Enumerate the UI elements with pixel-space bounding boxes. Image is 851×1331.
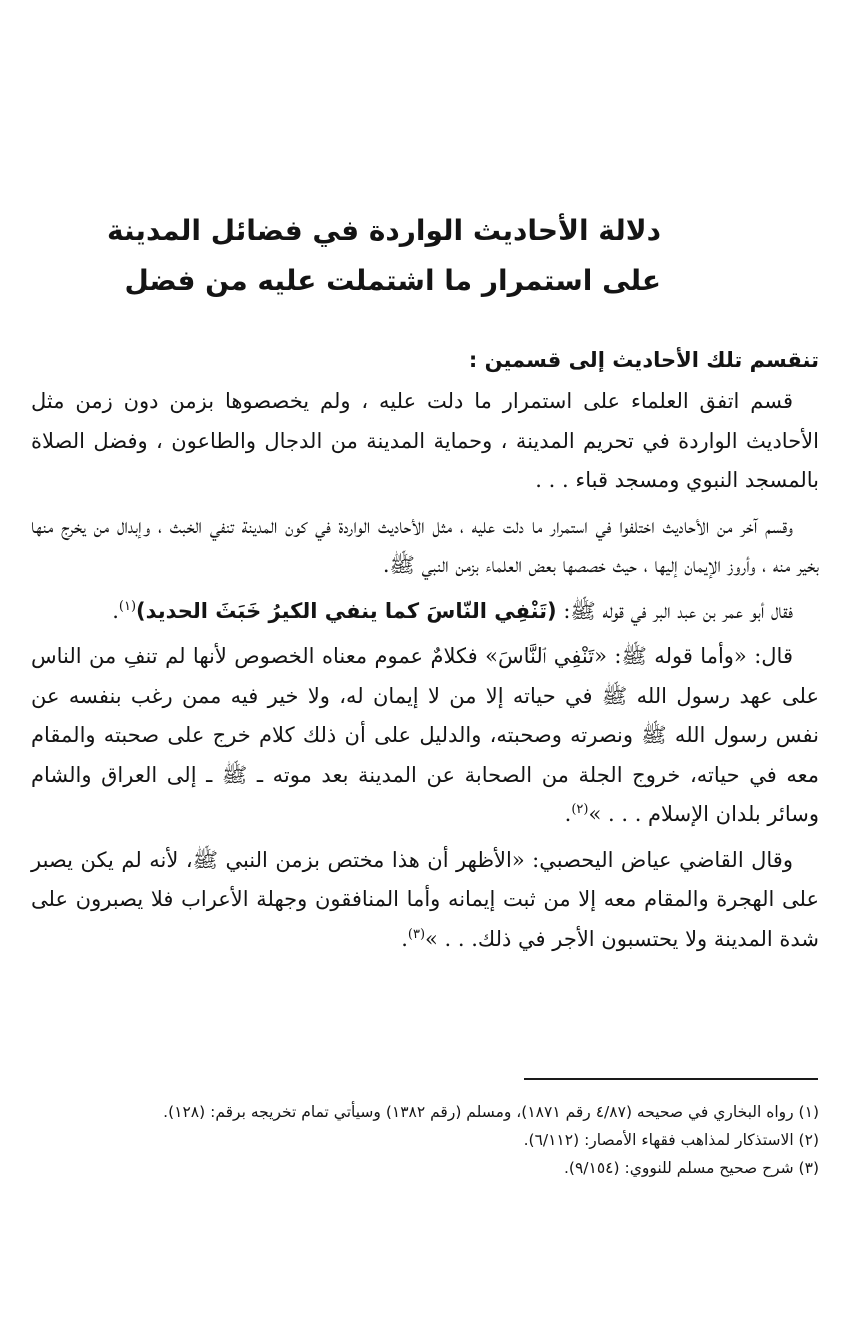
footnote-marker-3: (٣) [407, 926, 426, 942]
footnote-2: (٢) الاستذكار لمذاهب فقهاء الأمصار: (٦/١١٢). [523, 1131, 819, 1149]
hadith-quote: (تَنْفِي النّاسَ كما ينفي الكيرُ خَبَثَ الحديد) [136, 598, 557, 623]
paragraph-first-category: قسم اتفق العلماء على استمرار ما دلت عليه ، ولم يخصصوها بزمن دون زمن مثل الأحاديث الواردة في تحريم المدينة ، وحماية المدينة من الدجال والطاعون ، وفضل الصلاة بالمسجد النبوي ومسجد قباء . . . [31, 389, 819, 492]
chapter-title [107, 206, 661, 306]
footnote-separator [524, 1078, 818, 1080]
footnote-marker-1: (١) [118, 598, 137, 614]
paragraph-second-category: وقسم آخر من الأحاديث اختلفوا في استمرار ما دلت عليه ، مثل الأحاديث الواردة في كون المدينة تنفي الخبث ، وإبدال من يخرج منها بخير منه ، وأروز الإيمان إليها ، حيث خصصها بعض العلماء بزمن النبي ﷺ. [31, 513, 819, 577]
ibn-abd-al-barr-lead: فقال أبو عمر بن عبد البر في قوله ﷺ: [556, 598, 793, 623]
title-line-1: دلالة الأحاديث الواردة في فضائل المدينة [107, 214, 661, 247]
footnote-1: (١) رواه البخاري في صحيحه (٤/٨٧ رقم ١٨٧١)، ومسلم (رقم ١٣٨٢) وسيأتي تمام تخريجه برقم: (١٢٨). [163, 1103, 819, 1121]
paragraph-ibn-abd-al-barr: فقال أبو عمر بن عبد البر في قوله ﷺ: (تَنْفِي النّاسَ كما ينفي الكيرُ خَبَثَ الحديد)$^{(١)}$. [112, 598, 793, 623]
footnote-3: (٣) شرح صحيح مسلم للنووي: (٩/١٥٤). [564, 1159, 819, 1177]
title-line-2: على استمرار ما اشتملت عليه من فضل [124, 264, 661, 297]
paragraph-quote-explanation: قال: «وأما قوله ﷺ: «تَنْفِي ٱلنَّاسَ» فكلامٌ عموم معناه الخصوص لأنها لم تنفِ من الناس على عهد رسول الله ﷺ في حياته إلا من لا إيمان له، ولا خير فيه ممن رغب بنفسه عن نفس رسول الله ﷺ ونصرته وصحبته، والدليل على أن ذلك كلام خرج على صحبته والمقام معه في حياته، خروج الجلة من الصحابة عن المدينة بعد موته ـ ﷺ ـ إلى العراق والشام وسائر بلدان الإسلام . . . »$^{(٢)}$. [31, 644, 819, 826]
quote-explanation-text: قال: «وأما قوله ﷺ: «تَنْفِي ٱلنَّاسَ» فكلامٌ عموم معناه الخصوص لأنها لم تنفِ من الناس على عهد رسول الله ﷺ في حياته إلا من لا إيمان له، ولا خير فيه ممن رغب بنفسه عن نفس رسول الله ﷺ ونصرته وصحبته، والدليل على أن ذلك كلام خرج على صحبته والمقام معه في حياته، خروج الجلة من الصحابة عن المدينة بعد موته ـ ﷺ ـ إلى العراق والشام وسائر بلدان الإسلام . . . » [31, 644, 819, 826]
intro-line: تنقسم تلك الأحاديث إلى قسمين : [468, 348, 819, 372]
footnote-marker-2: (٢) [571, 802, 589, 817]
qadi-iyad-text: وقال القاضي عياض اليحصبي: «الأظهر أن هذا مختص بزمن النبي ﷺ، لأنه لم يكن يصبر على الهجرة والمقام معه إلا من ثبت إيمانه وأما المنافقون وجهلة الأعراب فلا يصبرون على شدة المدينة ولا يحتسبون الأجر في ذلك. . . » [31, 847, 819, 951]
paragraph-qadi-iyad: وقال القاضي عياض اليحصبي: «الأظهر أن هذا مختص بزمن النبي ﷺ، لأنه لم يكن يصبر على الهجرة والمقام معه إلا من ثبت إيمانه وأما المنافقون وجهلة الأعراب فلا يصبرون على شدة المدينة ولا يحتسبون الأجر في ذلك. . . »$^{(٣)}$. [31, 847, 819, 951]
footnotes [29, 1098, 819, 1182]
body-text [31, 340, 819, 965]
